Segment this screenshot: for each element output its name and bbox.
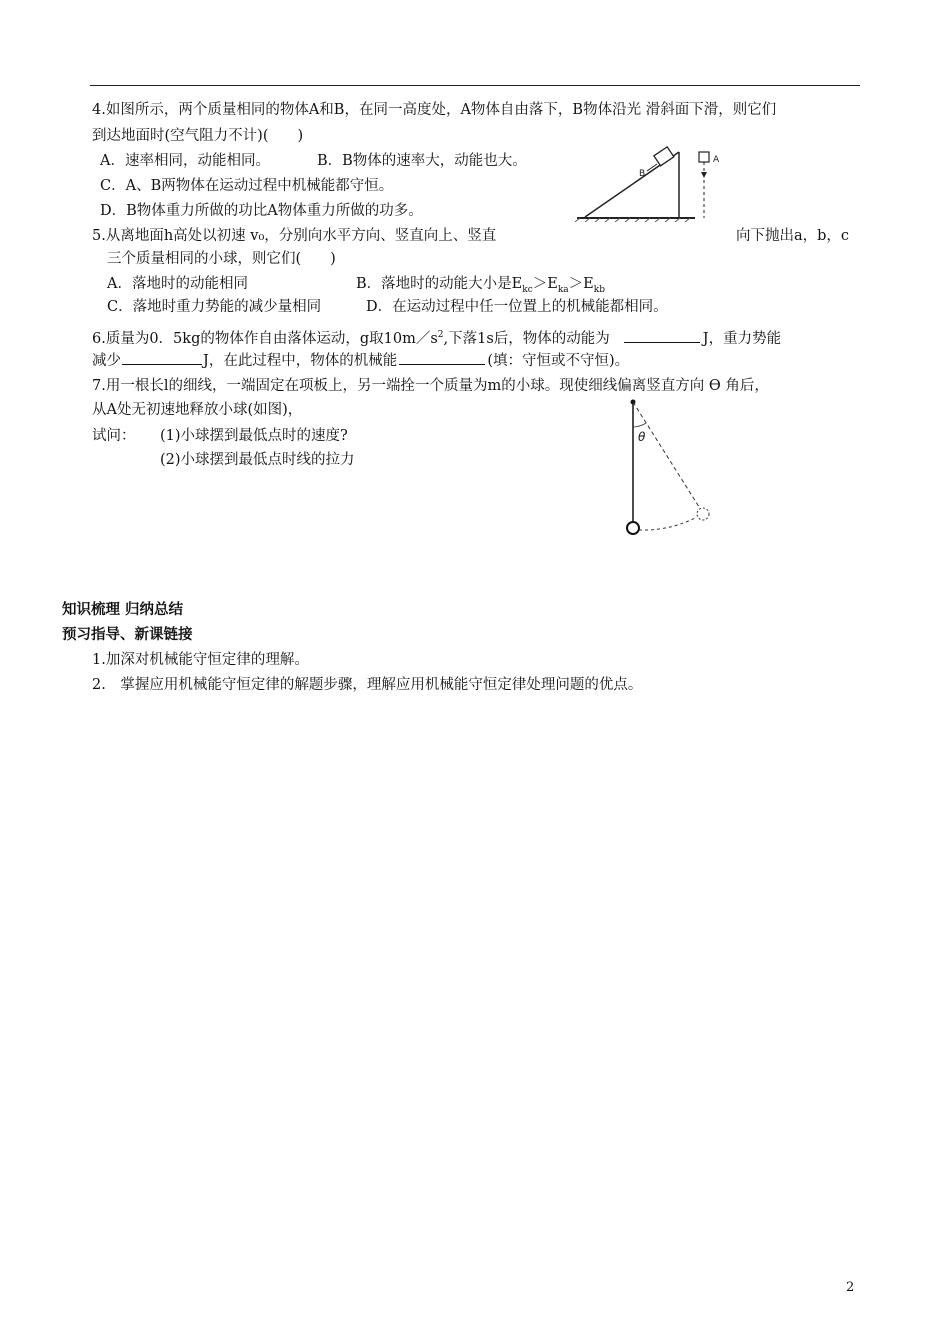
fig-label-a: A bbox=[713, 155, 720, 165]
incline-figure bbox=[575, 140, 735, 222]
q4-option-c: C．A、B两物体在运动过程中机械能都守恒。 bbox=[100, 178, 394, 194]
q5-option-a: A．落地时的动能相同 bbox=[107, 276, 248, 292]
q5-option-b: B．落地时的动能大小是$E_{kc}>E_{ka}>E_{kb}$ bbox=[356, 276, 605, 295]
q5-line1-end: 向下抛出a，b，c bbox=[736, 228, 850, 244]
q7-sub1: (1)小球摆到最低点时的速度? bbox=[160, 428, 348, 444]
q5-option-c: C．落地时重力势能的减少量相同 bbox=[107, 299, 322, 315]
theta-label: θ bbox=[638, 430, 646, 444]
q5-option-d: D．在运动过程中任一位置上的机械能都相同。 bbox=[366, 299, 668, 315]
pendulum-figure bbox=[615, 393, 715, 543]
q5-line2: 三个质量相同的小球，则它们( ) bbox=[107, 251, 336, 267]
q7-sub2: (2)小球摆到最低点时线的拉力 bbox=[160, 452, 355, 468]
summary-item-2: 2. 掌握应用机械能守恒定律的解题步骤，理解应用机械能守恒定律处理问题的优点。 bbox=[92, 677, 643, 693]
page-number: 2 bbox=[846, 1280, 855, 1295]
preview-heading: 预习指导、新课链接 bbox=[62, 627, 193, 643]
q4-option-d: D．B物体重力所做的功比A物体重力所做的功多。 bbox=[100, 203, 423, 219]
q6-blank-kinetic bbox=[624, 328, 700, 343]
q6-blank-conservation bbox=[399, 350, 485, 365]
q6-line1: 6.质量为0．5kg的物体作自由落体运动，g取$10m/s^2$,下落1s后，物体的动能为 J，重力势能 bbox=[92, 325, 781, 349]
q7-line1: 7.用一根长l的细线，一端固定在项板上，另一端拴一个质量为m的小球。现使细线偏离竖直方向 ϴ 角后， bbox=[92, 378, 769, 394]
q4-line2: 到达地面时(空气阻力不计)( ) bbox=[92, 128, 304, 144]
q4-line1: 4.如图所示，两个质量相同的物体A和B，在同一高度处，A物体自由落下，B物体沿光 滑斜面下滑，则它们 bbox=[92, 102, 777, 118]
q5-line1: 5.从离地面h高处以初速 v₀，分别向水平方向、竖直向上、竖直 bbox=[92, 228, 497, 244]
q6-blank-potential bbox=[122, 350, 202, 365]
q7-ask-label: 试问： bbox=[92, 428, 136, 444]
fig-label-b: B bbox=[639, 169, 646, 179]
header-rule bbox=[90, 85, 860, 86]
summary-item-1: 1.加深对机械能守恒定律的理解。 bbox=[92, 652, 309, 668]
q7-line2: 从A处无初速地释放小球(如图)， bbox=[92, 402, 303, 418]
q6-line2: 减少 J，在此过程中，物体的机械能 (填：守恒或不守恒)。 bbox=[92, 350, 629, 371]
q4-option-b: B．B物体的速率大，动能也大。 bbox=[317, 153, 527, 169]
q4-option-a: A．速率相同，动能相同。 bbox=[100, 153, 270, 169]
summary-heading: 知识梳理 归纳总结 bbox=[62, 602, 184, 618]
